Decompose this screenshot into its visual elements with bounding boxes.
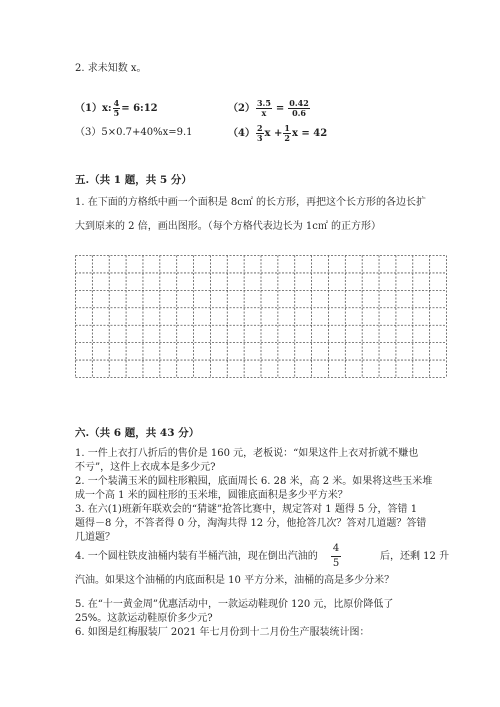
equation-2-label: （2） <box>228 103 255 114</box>
equation-1-label: （1） <box>75 103 102 114</box>
equation-4-fraction-2: $\frac{1}{2}$ <box>284 123 290 143</box>
section-6-q4-line1b: 后，还剩 12 升 <box>380 551 450 562</box>
section-6-q4-fraction: 4 5 <box>332 543 340 569</box>
section-5-title: 五.（共 1 题，共 5 分） <box>75 174 192 186</box>
equation-2-fraction-left: $\frac{3.5}{x}$ <box>256 98 271 118</box>
equation-3: （3）5×0.7+40%x=9.1 <box>75 127 193 138</box>
section-6-q1-line2: 不亏”，这件上衣成本是多少元? <box>75 462 216 473</box>
equation-2-fraction-right: $\frac{0.42}{0.6}$ <box>289 98 309 118</box>
section-6-q3-line3: 几道题？ <box>75 532 115 543</box>
q2-heading: 2. 求未知数 x。 <box>75 63 147 74</box>
section-6-q1-line1: 1. 一件上衣打八折后的售价是 160 元，老板说：“如果这件上衣对折就不赚也 <box>75 448 419 459</box>
section-6-q4-line1a: 4. 一个圆柱铁皮油桶内装有半桶汽油，现在倒出汽油的 <box>75 551 318 562</box>
equation-2-equals: = <box>275 103 285 114</box>
equation-2 <box>228 99 311 118</box>
equation-1-left: x: <box>101 103 112 114</box>
section-5-q1-line2: 大到原来的 2 倍，画出图形。（每个方格代表边长为 1c㎡ 的正方形） <box>75 221 382 232</box>
section-6-q4-line2: 汽油。如果这个油桶的内底面积是 10 平方分米，油桶的高是多少分米？ <box>75 575 395 586</box>
equation-1 <box>75 99 158 118</box>
section-5-q1-line1: 1. 在下面的方格纸中画一个面积是 8c㎡ 的长方形，再把这个长方形的各边长扩 <box>75 197 427 208</box>
section-6-q3-line1: 3. 在六(1)班新年联欢会的“猜谜”抢答比赛中，规定答对 1 题得 5 分，答错 1 <box>75 504 418 515</box>
equation-4 <box>228 124 327 143</box>
section-6-q5-line1: 5. 在“十一黄金周”优惠活动中，一款运动鞋现价 120 元，比原价降低了 <box>75 599 394 610</box>
equation-4-mid: x + <box>264 128 283 139</box>
equation-1-right: = 6:12 <box>121 103 158 114</box>
section-6-q2-line2: 成一个高 1 米的圆柱形的玉米堆，圆锥底面积是多少平方米？ <box>75 490 348 501</box>
equation-4-fraction-1: $\frac{2}{3}$ <box>256 123 263 143</box>
equation-4-end: x = 42 <box>291 128 328 139</box>
section-6-q2-line1: 2. 一个装满玉米的圆柱形粮囤，底面周长 6. 28 米，高 2 米。如果将这些玉米堆 <box>75 476 433 487</box>
section-6-q5-line2: 25%。这款运动鞋原价多少元? <box>75 613 213 624</box>
section-6-title: 六.（共 6 题，共 43 分） <box>75 427 200 439</box>
section-6-q3-line2: 题得－8 分，不答者得 0 分，淘淘共得 12 分，他抢答几次？答对几道题？答错 <box>75 518 427 529</box>
equation-4-label: （4） <box>228 128 255 139</box>
equation-1-fraction: $\frac{4}{5}$ <box>113 98 120 118</box>
section-6-q6-line1: 6. 如图是红梅服装厂 2021 年七月份到十二月份生产服装统计图： <box>75 627 370 638</box>
square-grid[interactable] <box>75 255 447 378</box>
